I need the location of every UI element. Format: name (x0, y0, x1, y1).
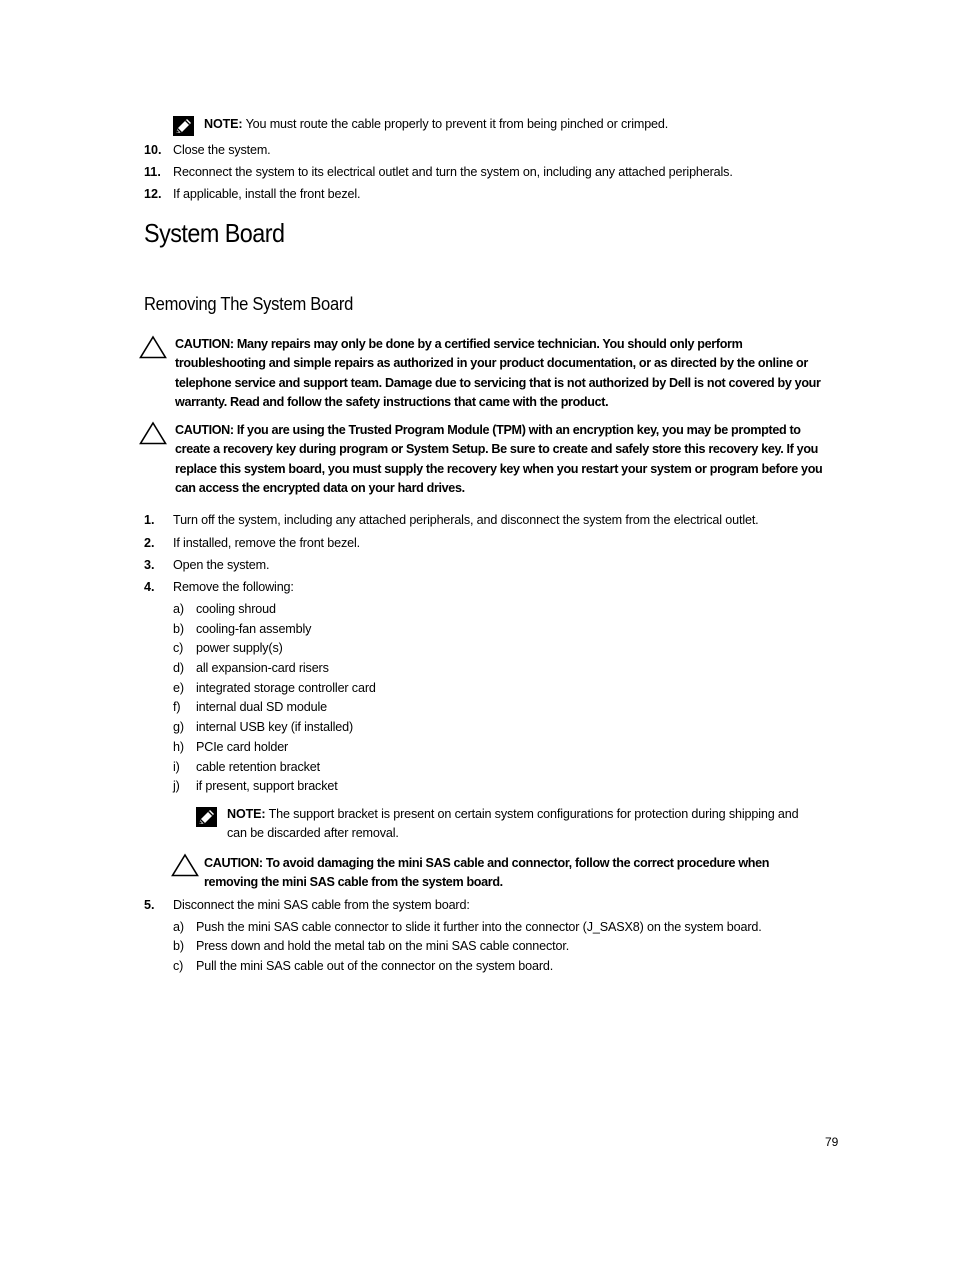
caution-line: warranty. Read and follow the safety instructions that came with the product. (175, 394, 609, 409)
caution-line: CAUTION: If you are using the Trusted Program Module (TPM) with an encryption key, you may be prompted to (175, 423, 801, 437)
step-number: 4. (144, 580, 155, 594)
step-number: 5. (144, 898, 155, 912)
step-text: If applicable, install the front bezel. (173, 187, 361, 201)
list-letter: a) (173, 920, 184, 934)
page-number: 79 (825, 1135, 839, 1149)
list-item: cooling-fan assembly (196, 622, 312, 636)
list-item: all expansion-card risers (196, 661, 329, 675)
list-letter: e) (173, 681, 184, 695)
step-number: 1. (144, 513, 155, 527)
step-text: If installed, remove the front bezel. (173, 536, 360, 550)
step-text: Open the system. (173, 558, 270, 572)
note-pencil-icon (196, 807, 217, 827)
list-item: power supply(s) (196, 641, 283, 655)
list-item: internal USB key (if installed) (196, 720, 354, 734)
step-text: Reconnect the system to its electrical outlet and turn the system on, including any attached peripherals. (173, 165, 733, 179)
list-letter: d) (173, 661, 184, 675)
caution-message (204, 854, 769, 893)
step-number: 11. (144, 165, 161, 179)
caution-line: replace this system board, you must supply the recovery key when you restart your system or program before you (175, 461, 823, 476)
list-letter: c) (173, 959, 184, 973)
list-item: PCIe card holder (196, 740, 289, 754)
step-number: 2. (144, 536, 155, 550)
list-item: Pull the mini SAS cable out of the connector on the system board. (196, 959, 554, 973)
list-item: Push the mini SAS cable connector to slide it further into the connector (J_SASX8) on the system board. (196, 920, 762, 934)
caution-line: removing the mini SAS cable from the system board. (204, 875, 503, 890)
note-label: NOTE: (204, 117, 243, 131)
note-line: can be discarded after removal. (227, 826, 399, 840)
note-text: You must route the cable properly to prevent it from being pinched or crimped. (245, 117, 669, 131)
step-text: Disconnect the mini SAS cable from the system board: (173, 898, 470, 912)
step-text: Turn off the system, including any attached peripherals, and disconnect the system from the electrical outlet. (173, 513, 759, 527)
list-letter: b) (173, 939, 184, 953)
caution-triangle-icon (139, 421, 167, 445)
note-line (227, 806, 799, 822)
list-letter: f) (173, 700, 181, 714)
caution-triangle-icon (139, 335, 167, 359)
caution-message (175, 335, 821, 412)
caution-line: troubleshooting and simple repairs as authorized in your product documentation, or as directed by the online or (175, 356, 808, 371)
section-heading: Removing The System Board (144, 294, 354, 314)
step-text: Remove the following: (173, 580, 294, 594)
step-number: 12. (144, 187, 162, 201)
list-item: if present, support bracket (196, 779, 338, 793)
list-letter: j) (173, 779, 180, 793)
caution-line: telephone service and support team. Damage due to servicing that is not authorized by Dell is not covered by your (175, 375, 821, 390)
list-item: cable retention bracket (196, 760, 320, 774)
note-top (204, 116, 668, 132)
page-title: System Board (144, 218, 285, 248)
list-letter: b) (173, 622, 184, 636)
list-item: Press down and hold the metal tab on the mini SAS cable connector. (196, 939, 570, 953)
list-letter: g) (173, 720, 184, 734)
note-label: NOTE: (227, 807, 266, 821)
step-text: Close the system. (173, 143, 271, 157)
step-number: 10. (144, 143, 162, 157)
list-item: internal dual SD module (196, 700, 327, 714)
caution-line: CAUTION: Many repairs may only be done by a certified service technician. You should only perform (175, 337, 743, 351)
caution-triangle-icon (171, 853, 199, 877)
list-item: cooling shroud (196, 602, 276, 616)
caution-line: create a recovery key during program or System Setup. Be sure to create and safely store this recovery key. If you (175, 442, 819, 457)
note-text: The support bracket is present on certain system configurations for protection during shipping and (268, 807, 799, 821)
list-letter: c) (173, 641, 184, 655)
list-letter: a) (173, 602, 184, 616)
caution-message (175, 421, 822, 498)
list-letter: h) (173, 740, 184, 754)
note-pencil-icon (173, 116, 194, 136)
caution-line: CAUTION: To avoid damaging the mini SAS cable and connector, follow the correct procedure when (204, 856, 770, 870)
step-number: 3. (144, 558, 155, 572)
list-letter: i) (173, 760, 180, 774)
list-item: integrated storage controller card (196, 681, 376, 695)
caution-line: can access the encrypted data on your hard drives. (175, 480, 465, 495)
